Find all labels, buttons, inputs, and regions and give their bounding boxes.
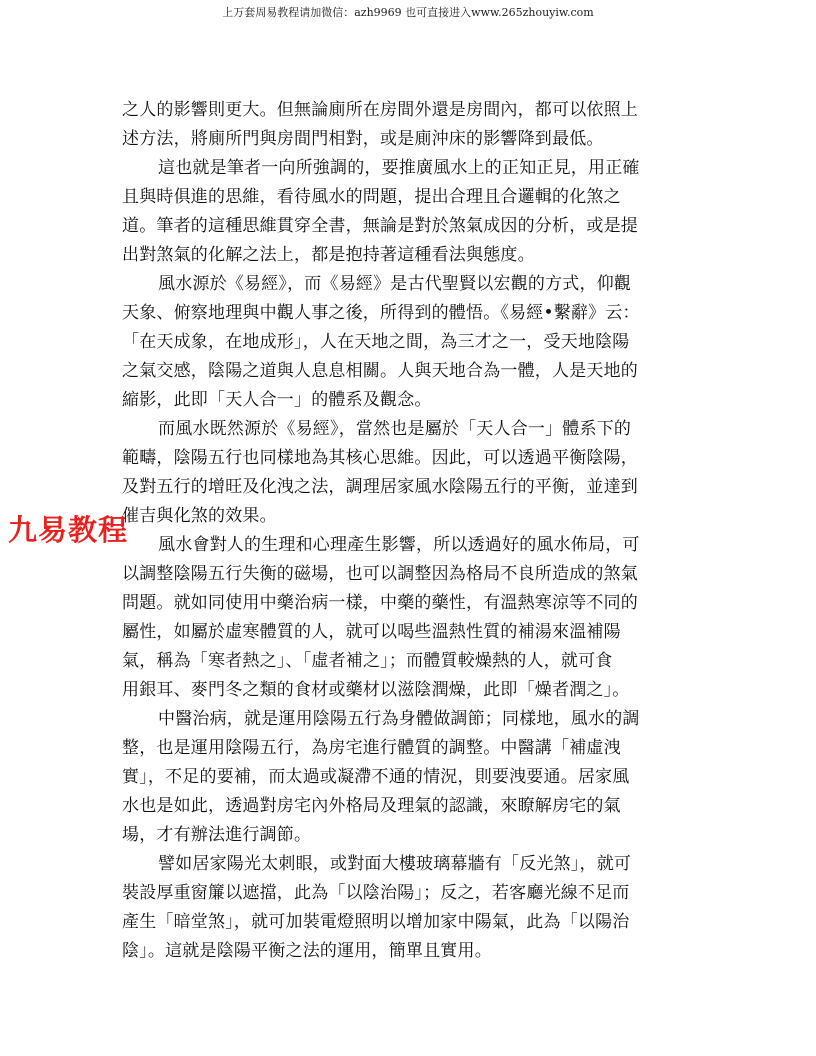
text-line: 之人的影響則更大。但無論廁所在房間外還是房間內，都可以依照上 (122, 100, 638, 120)
text-line: 且與時俱進的思維，看待風水的問題，提出合理且合邏輯的化煞之 (122, 187, 621, 207)
text-line: 風水源於《易經》，而《易經》是古代聖賢以宏觀的方式，仰觀 (158, 274, 632, 294)
text-line: 催吉與化煞的效果。 (122, 506, 277, 526)
text-line: 以調整陰陽五行失衡的磁場，也可以調整因為格局不良所造成的煞氣 (122, 564, 638, 584)
text-line: 整，也是運用陰陽五行，為房宅進行體質的調整。中醫講「補虛洩 (122, 738, 621, 758)
text-line: 及對五行的增旺及化洩之法，調理居家風水陰陽五行的平衡，並達到 (122, 477, 638, 497)
text-line: 裝設厚重窗簾以遮擋，此為「以陰治陽」；反之，若客廳光線不足而 (122, 883, 630, 903)
text-line: 問題。就如同使用中藥治病一樣，中藥的藥性，有溫熱寒涼等不同的 (122, 593, 638, 613)
text-line: 風水會對人的生理和心理產生影響，所以透過好的風水佈局，可 (158, 535, 640, 555)
text-line: 實」，不足的要補，而太過或凝滯不通的情況，則要洩要通。居家風 (122, 767, 630, 787)
paragraph (122, 154, 684, 270)
text-line: 水也是如此，透過對房宅內外格局及理氣的認識，來瞭解房宅的氣 (122, 796, 621, 816)
text-line: 氣，稱為「寒者熱之」、「虛者補之」；而體質較燥熱的人，就可食 (122, 651, 613, 671)
text-line: 縮影，此即「天人合一」的體系及觀念。 (122, 390, 432, 410)
paragraph (122, 96, 684, 154)
paragraph (122, 850, 684, 966)
text-line: 產生「暗堂煞」，就可加裝電燈照明以增加家中陽氣，此為「以陽治 (122, 912, 630, 932)
text-line: 中醫治病，就是運用陰陽五行為身體做調節；同樣地，風水的調 (158, 709, 640, 729)
text-line: 而風水既然源於《易經》，當然也是屬於「天人合一」體系下的 (158, 419, 632, 439)
text-line: 場，才有辦法進行調節。 (122, 825, 312, 845)
text-line: 出對煞氣的化解之法上，都是抱持著這種看法與態度。 (122, 245, 535, 265)
paragraph (122, 270, 684, 415)
header-note: 上万套周易教程请加微信：azh9969 也可直接进入www.265zhouyiw.com (222, 6, 594, 19)
paragraph (122, 531, 684, 705)
text-line: 範疇，陰陽五行也同樣地為其核心思維。因此，可以透過平衡陰陽， (122, 448, 638, 468)
text-line: 屬性，如屬於虛寒體質的人，就可以喝些溫熱性質的補湯來溫補陽 (122, 622, 621, 642)
text-line: 天象、俯察地理與中觀人事之後，所得到的體悟。《易經•繫辭》云： (122, 303, 640, 323)
text-body (122, 96, 684, 966)
text-line: 述方法，將廁所門與房間門相對，或是廁沖床的影響降到最低。 (122, 129, 604, 149)
text-line: 用銀耳、麥門冬之類的食材或藥材以滋陰潤燥，此即「燥者潤之」。 (122, 680, 630, 700)
text-line: 道。筆者的這種思維貫穿全書，無論是對於煞氣成因的分析，或是提 (122, 216, 638, 236)
text-line: 陰」。這就是陰陽平衡之法的運用，簡單且實用。 (122, 941, 492, 961)
text-line: 這也就是筆者一向所強調的，要推廣風水上的正知正見，用正確 (158, 158, 640, 178)
watermark-logo: 九易教程 (8, 513, 129, 547)
text-line: 之氣交感，陰陽之道與人息息相關。人與天地合為一體，人是天地的 (122, 361, 638, 381)
paragraph (122, 415, 684, 531)
text-line: 譬如居家陽光太刺眼，或對面大樓玻璃幕牆有「反光煞」，就可 (158, 854, 632, 874)
paragraph (122, 705, 684, 850)
text-line: 「在天成象，在地成形」，人在天地之間，為三才之一，受天地陰陽 (122, 332, 630, 352)
